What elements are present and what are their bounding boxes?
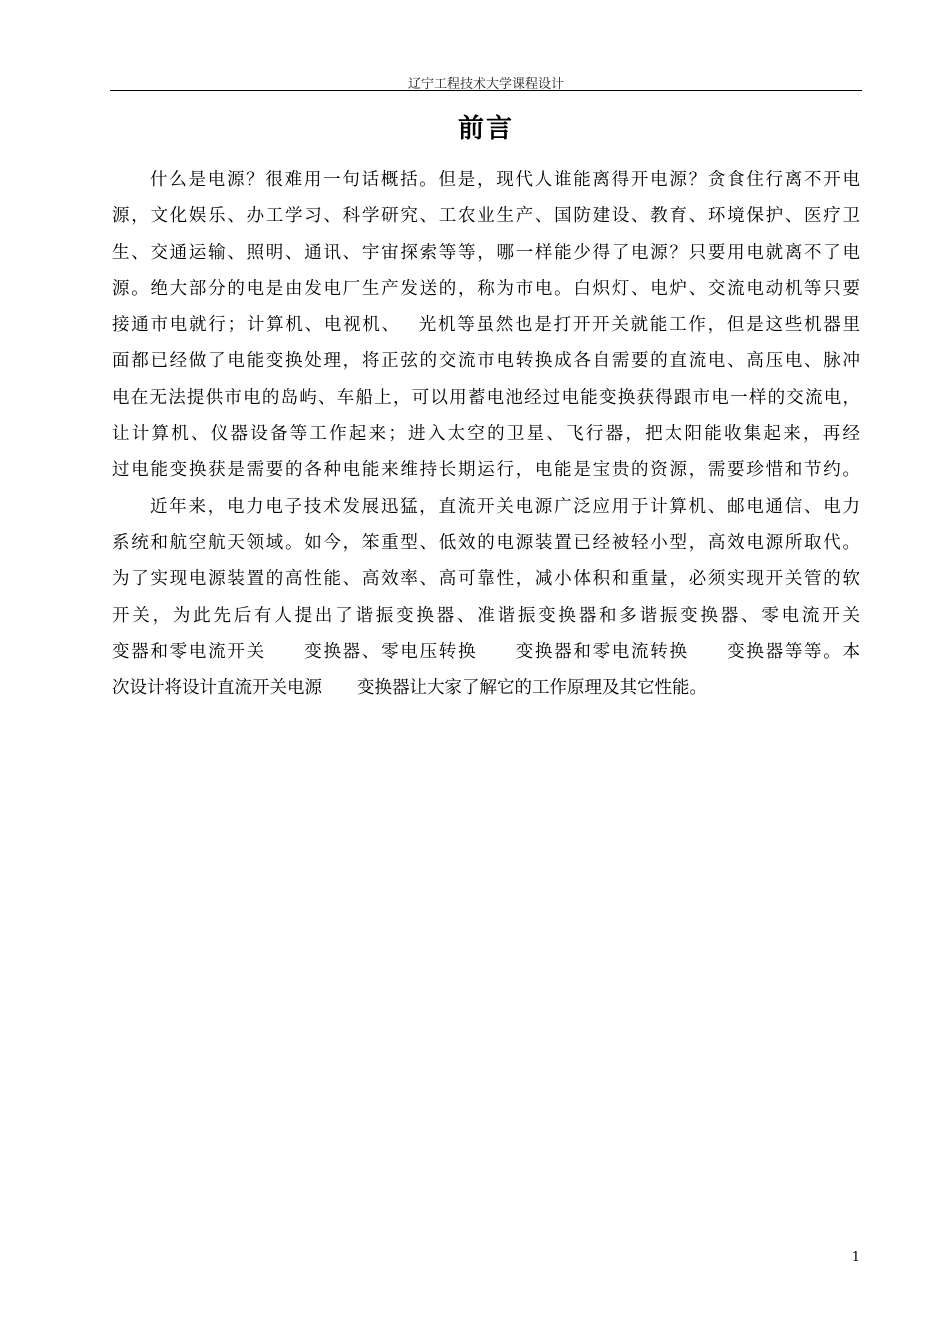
- body-text: [112, 162, 860, 706]
- page-title: 前言: [457, 114, 514, 144]
- text-line: 系统和航空航天领域。如今，笨重型、低效的电源装置已经被轻小型，高效电源所取代。: [112, 532, 860, 553]
- text-line: 源。绝大部分的电是由发电厂生产发送的，称为市电。白炽灯、电炉、交流电动机等只要: [112, 278, 860, 299]
- text-line: 变器和零电流开关 变换器、零电压转换 变换器和零电流转换 变换器等等。本: [112, 641, 860, 662]
- text-line: 过电能变换获是需要的各种电能来维持长期运行，电能是宝贵的资源，需要珍惜和节约。: [112, 460, 860, 481]
- header-divider: [110, 90, 862, 91]
- page-header: 辽宁工程技术大学课程设计: [407, 77, 564, 92]
- text-line: 源，文化娱乐、办工学习、科学研究、工农业生产、国防建设、教育、环境保护、医疗卫: [112, 206, 860, 227]
- text-line: 接通市电就行；计算机、电视机、 光机等虽然也是打开开关就能工作，但是这些机器里: [112, 315, 860, 336]
- text-line: 近年来，电力电子技术发展迅猛，直流开关电源广泛应用于计算机、邮电通信、电力: [150, 496, 860, 517]
- text-line: 什么是电源？很难用一句话概括。但是，现代人谁能离得开电源？贪食住行离不开电: [150, 170, 860, 190]
- paragraph-2: [112, 489, 860, 707]
- text-line: 为了实现电源装置的高性能、高效率、高可靠性，减小体积和重量，必须实现开关管的软: [112, 569, 860, 590]
- text-line: 生、交通运输、照明、通讯、宇宙探索等等，哪一样能少得了电源？只要用电就离不了电: [112, 242, 860, 263]
- page-number: 1: [851, 1250, 860, 1265]
- text-line: 面都已经做了电能变换处理，将正弦的交流市电转换成各自需要的直流电、高压电、脉冲: [112, 351, 860, 372]
- text-line: 让计算机、仪器设备等工作起来；进入太空的卫星、飞行器，把太阳能收集起来，再经: [112, 424, 860, 445]
- text-line: 电在无法提供市电的岛屿、车船上，可以用蓄电池经过电能变换获得跟市电一样的交流电，: [112, 387, 860, 408]
- paragraph-1: [112, 162, 860, 489]
- text-line: 开关，为此先后有人提出了谐振变换器、准谐振变换器和多谐振变换器、零电流开关: [112, 605, 860, 626]
- text-line: 次设计将设计直流开关电源 变换器让大家了解它的工作原理及其它性能。: [112, 678, 707, 699]
